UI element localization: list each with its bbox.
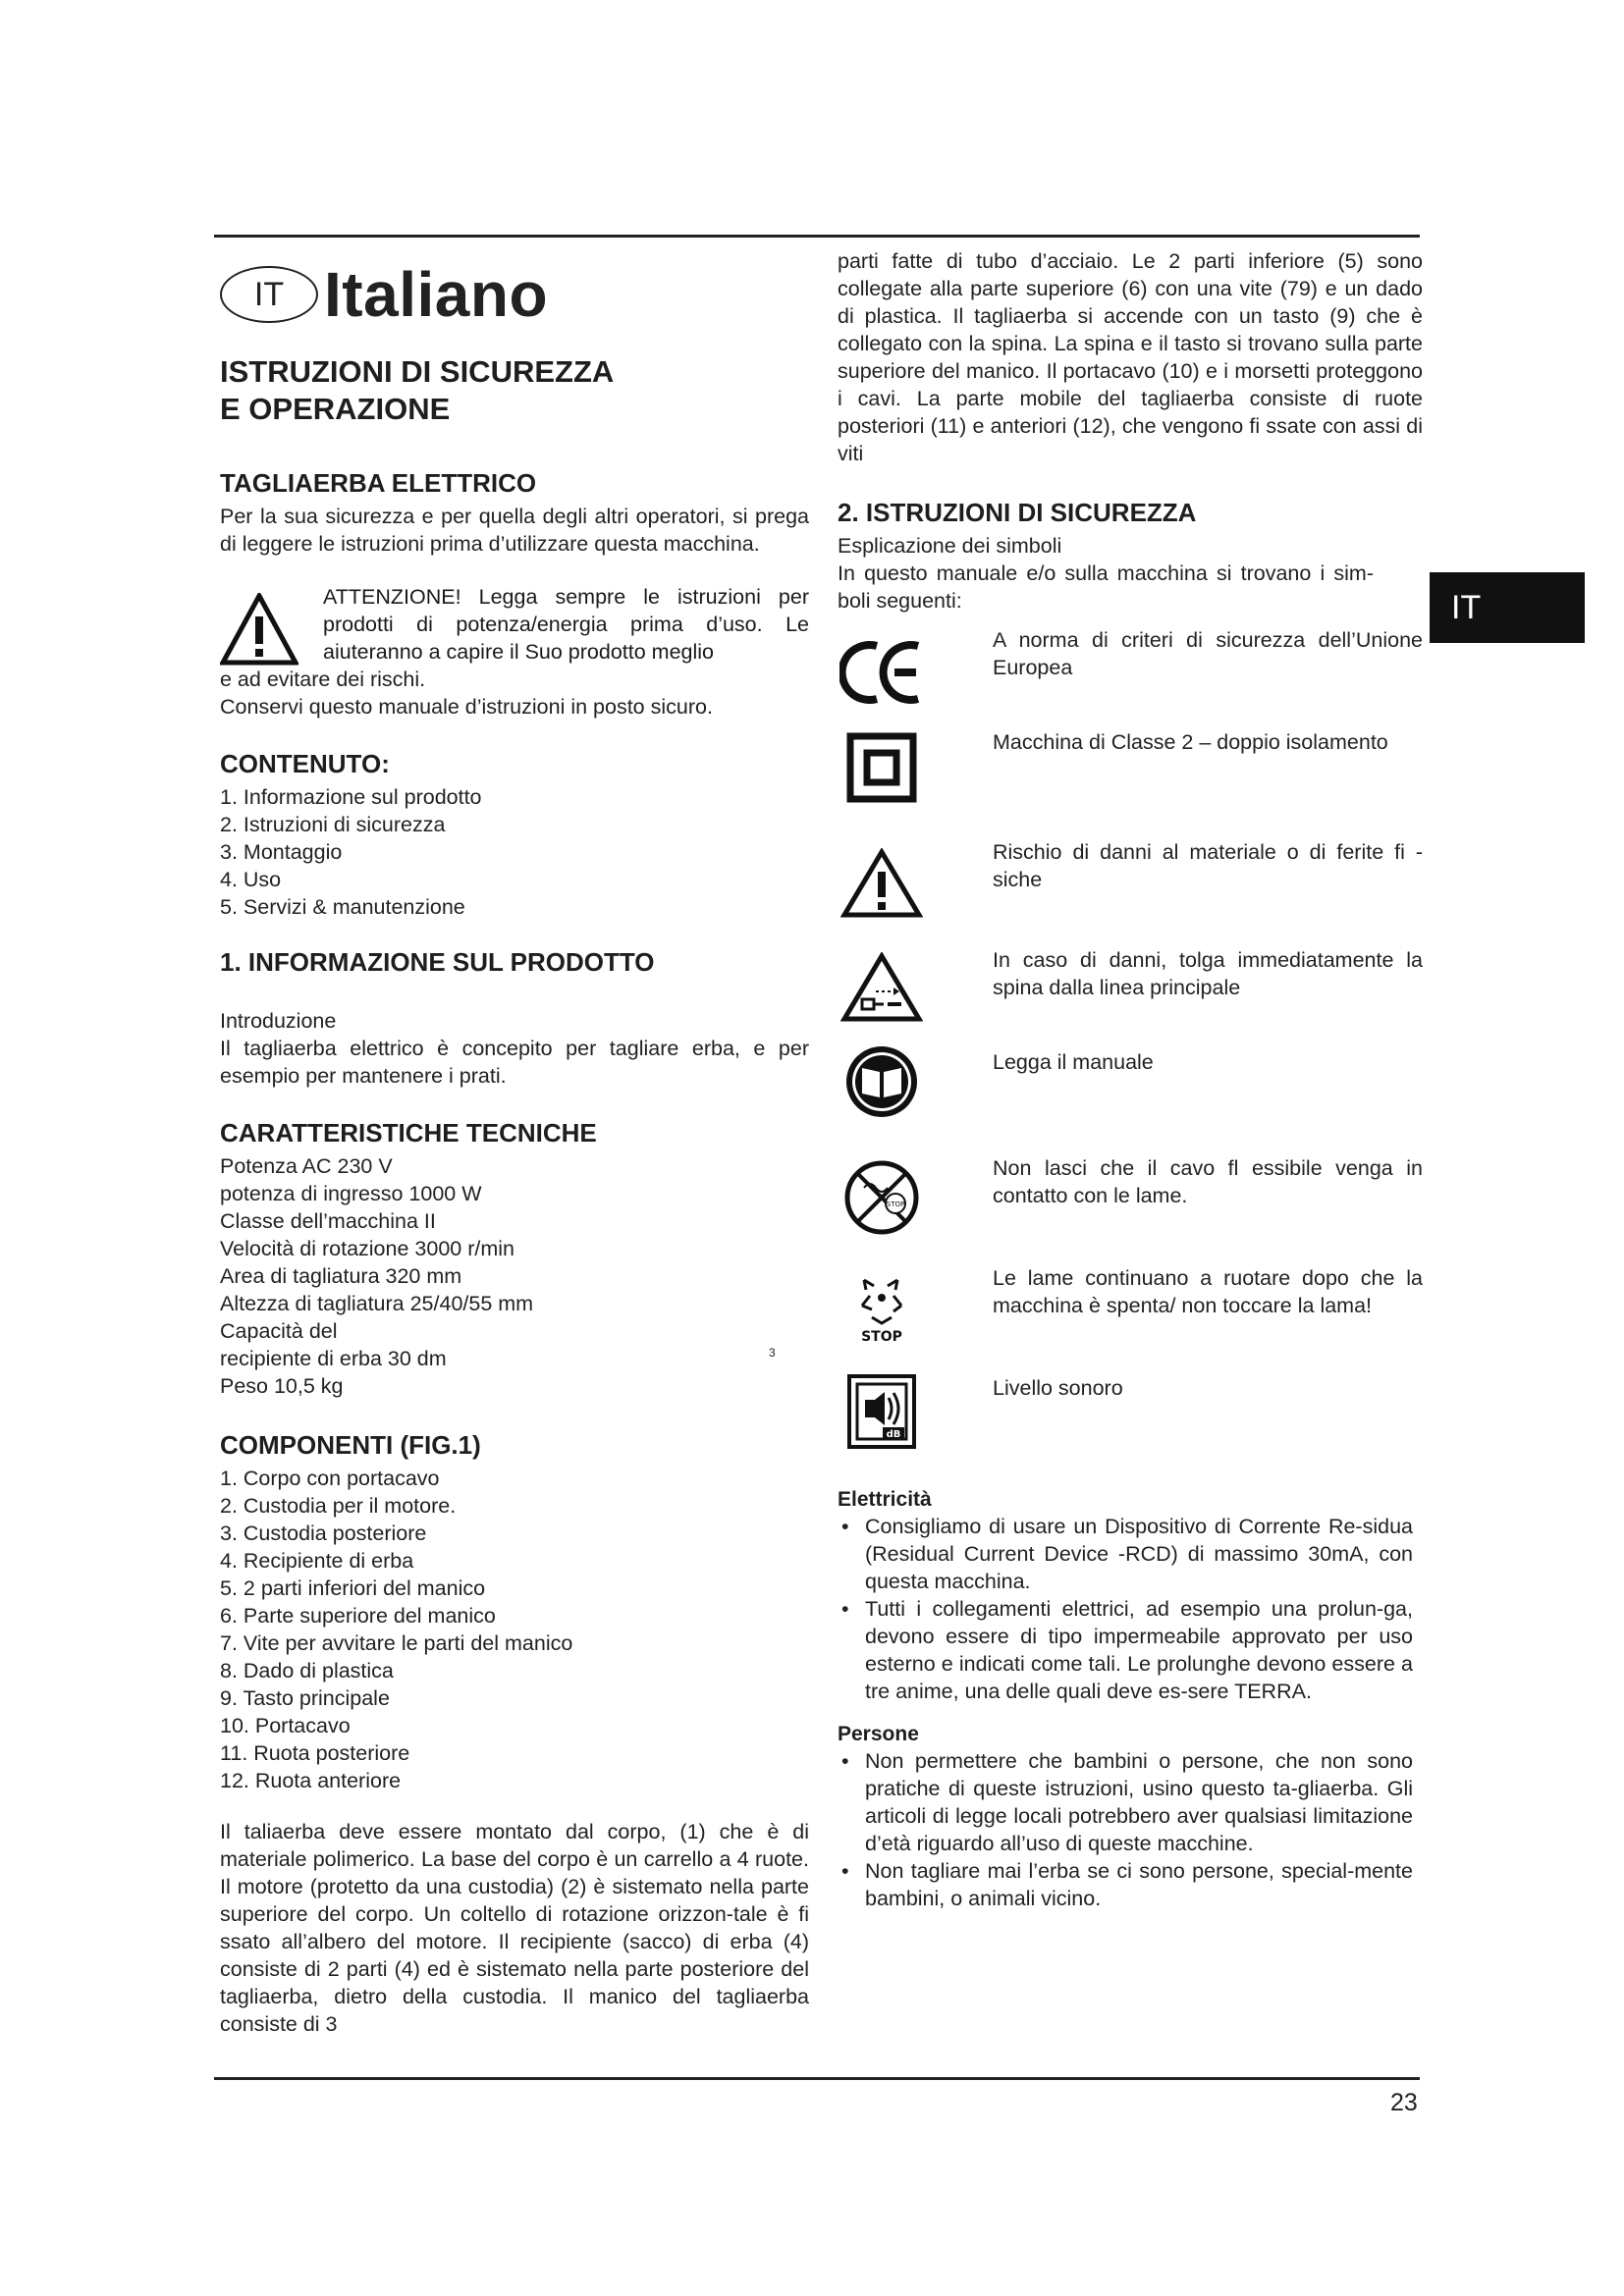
introduction-body: Il tagliaerba elettrico è concepito per tagliare erba, e per esempio per mantenere i prati. [220,1037,809,1088]
electricity-list [838,1513,1413,1705]
assembly-paragraph: Il taliaerba deve essere montato dal corpo, (1) che è di materiale polimerico. La base del corpo è un carrello a 4 ruote. Il motore (protetto da una custodia) (2) è sistemato nella parte superiore del corpo. Un coltello di rotazione orizzon-tale è fi ssato all’albero del motore. Il recipiente (sacco) di erba (4) consiste di 2 parti (4) ed è sistemato nella parte posteriore del tagliaerba, dietro della custodia. Il manico del tagliaerba consiste di 3 [220,1820,809,2036]
symbol-text: Non lasci che il cavo fl essibile venga in contatto con le lame. [993,1156,1423,1207]
list-item: 7. Vite per avvitare le parti del manico [220,1631,573,1655]
spec-line: Capacità del [220,1319,338,1343]
warning-tail: e ad evitare dei rischi. [220,667,426,691]
spec-line: Altezza di tagliatura 25/40/55 mm [220,1292,534,1315]
language-header [220,247,809,342]
sound-level-icon [845,1372,918,1451]
list-item: • Non permettere che bambini o persone, che non sono pratiche di queste istruzioni, usino questo ta-gliaerba. Gli articoli di legge locali potrebbero aver qualsiasi limitazione d’età riguardo all’uso di queste macchine. [838,1747,1413,1857]
page-number: 23 [1390,2089,1418,2116]
list-item: • Consigliamo di usare un Dispositivo di Corrente Re-sidua (Residual Current Device -RCD) di massimo 30mA, con questa macchina. [838,1513,1413,1595]
specs-heading: CARATTERISTICHE TECNICHE [220,1118,597,1148]
symbol-text: Livello sonoro [993,1376,1123,1400]
svg-text:STOP: STOP [861,1329,902,1345]
list-item: 8. Dado di plastica [220,1659,394,1682]
symbol-row-class2 [838,728,1423,838]
symbol-text: Le lame continuano a ruotare dopo che la macchina è spenta/ non toccare la lama! [993,1266,1423,1317]
spec-line: Peso 10,5 kg [220,1374,344,1398]
unplug-warning-icon [840,952,923,1023]
bottom-rule [214,2077,1420,2080]
warning-text: ATTENZIONE! Legga sempre le istruzioni per prodotti di potenza/energia prima d’uso. Le aiuteranno a capire il Suo prodotto meglio [323,585,809,664]
list-item: 4. Recipiente di erba [220,1549,414,1573]
svg-text:dB: dB [886,1429,901,1440]
symbol-row-cable [838,1154,1423,1264]
list-item: 1. Corpo con portacavo [220,1467,440,1490]
list-item: 12. Ruota anteriore [220,1769,402,1792]
main-title-line2: E OPERAZIONE [220,392,451,426]
spec-line [220,1345,809,1372]
symbol-row-warning [838,838,1423,946]
symbol-text: In caso di danni, tolga immediatamente la spina dalla linea principale [993,948,1423,999]
list-item: • Tutti i collegamenti elettrici, ad esempio una prolun-ga, devono essere di tipo impermeabile approvato per uso esterno e indicati come tali. Le prolunghe devono essere a tre anime, una delle quali deve es-sere TERRA. [838,1595,1413,1705]
main-title-line1: ISTRUZIONI DI SICUREZZA [220,354,615,389]
safety-heading: 2. ISTRUZIONI DI SICUREZZA [838,498,1197,527]
symbol-row-sound [838,1374,1423,1482]
persons-list [838,1747,1413,1912]
language-title: Italiano [324,259,549,330]
symbols-intro: In questo manuale e/o sulla macchina si trovano i sim-boli seguenti: [838,561,1374,613]
spec-line: Velocità di rotazione 3000 r/min [220,1237,514,1260]
intro-paragraph: Per la sua sicurezza e per quella degli altri operatori, si prega di leggere le istruzioni prima d’utilizzare questa macchina. [220,505,809,556]
product-heading: TAGLIAERBA ELETTRICO [220,468,537,498]
symbol-row-blade-stop [838,1264,1423,1374]
warning-block [220,583,809,666]
symbol-row-manual [838,1048,1423,1154]
warning-triangle-icon [840,848,923,919]
spec-line: Potenza AC 230 V [220,1154,393,1178]
ce-mark-icon [839,638,924,707]
contents-heading: CONTENUTO: [220,749,390,778]
list-item: 10. Portacavo [220,1714,351,1737]
keep-manual-text: Conservi questo manuale d’istruzioni in posto sicuro. [220,695,713,719]
list-item: 5. Servizi & manutenzione [220,895,465,919]
symbol-row-ce [838,626,1423,728]
product-info-heading: 1. INFORMAZIONE SUL PRODOTTO [220,947,655,977]
list-item: 3. Custodia posteriore [220,1522,427,1545]
keep-cable-away-icon [842,1158,921,1237]
introduction-label: Introduzione [220,1009,337,1033]
spec-line: Classe dell’macchina II [220,1209,436,1233]
specs-list [220,1152,809,1400]
top-rule [214,235,1420,238]
list-item: 5. 2 parti inferiori del manico [220,1576,486,1600]
svg-text:STOP: STOP [886,1201,905,1208]
warning-triangle-icon [220,593,298,666]
language-badge: IT [220,266,318,323]
components-list [220,1465,809,1794]
persons-heading: Persone [838,1723,919,1745]
list-item: 4. Uso [220,868,282,891]
list-item: 2. Istruzioni di sicurezza [220,813,446,836]
specs-superscript: 3 [769,1346,776,1360]
read-manual-icon [842,1042,921,1121]
components-heading: COMPONENTI (FIG.1) [220,1430,481,1460]
symbol-text: A norma di criteri di sicurezza dell’Unione Europea [993,628,1423,679]
right-column [838,247,1423,1912]
symbol-text: Macchina di Classe 2 – doppio isolamento [993,730,1388,754]
list-item: 9. Tasto principale [220,1686,390,1710]
symbol-row-unplug [838,946,1423,1048]
language-side-tab: IT [1430,572,1585,643]
class2-double-insulation-icon [846,732,917,803]
contents-list [220,783,809,921]
spec-line: Area di tagliatura 320 mm [220,1264,462,1288]
list-item: 11. Ruota posteriore [220,1741,410,1765]
spec-line-text: recipiente di erba 30 dm [220,1347,447,1370]
symbol-text: Rischio di danni al materiale o di ferite fi - siche [993,840,1423,891]
list-item: 1. Informazione sul prodotto [220,785,482,809]
spec-line: potenza di ingresso 1000 W [220,1182,482,1205]
left-column [220,247,809,2038]
symbols-label: Esplicazione dei simboli [838,534,1062,558]
list-item: • Non tagliare mai l’erba se ci sono persone, special-mente bambini, o animali vicino. [838,1857,1413,1912]
list-item: 6. Parte superiore del manico [220,1604,496,1628]
continued-paragraph: parti fatte di tubo d’acciaio. Le 2 parti inferiore (5) sono collegate alla parte superiore (6) con una vite (79) e un dado di plastica. Il tagliaerba si accende con un tasto (9) che è collegato con la spina. La spina e il tasto si trovano sulla parte superiore del manico. Il portacavo (10) e i morsetti proteggono i cavi. La parte mobile del tagliaerba consiste di ruote posteriori (11) e anteriori (12), che vengono fi ssate con assi di viti [838,249,1423,465]
blade-stop-icon [852,1266,911,1345]
list-item: 2. Custodia per il motore. [220,1494,457,1518]
list-item: 3. Montaggio [220,840,343,864]
electricity-heading: Elettricità [838,1488,932,1511]
symbol-text: Legga il manuale [993,1050,1154,1074]
